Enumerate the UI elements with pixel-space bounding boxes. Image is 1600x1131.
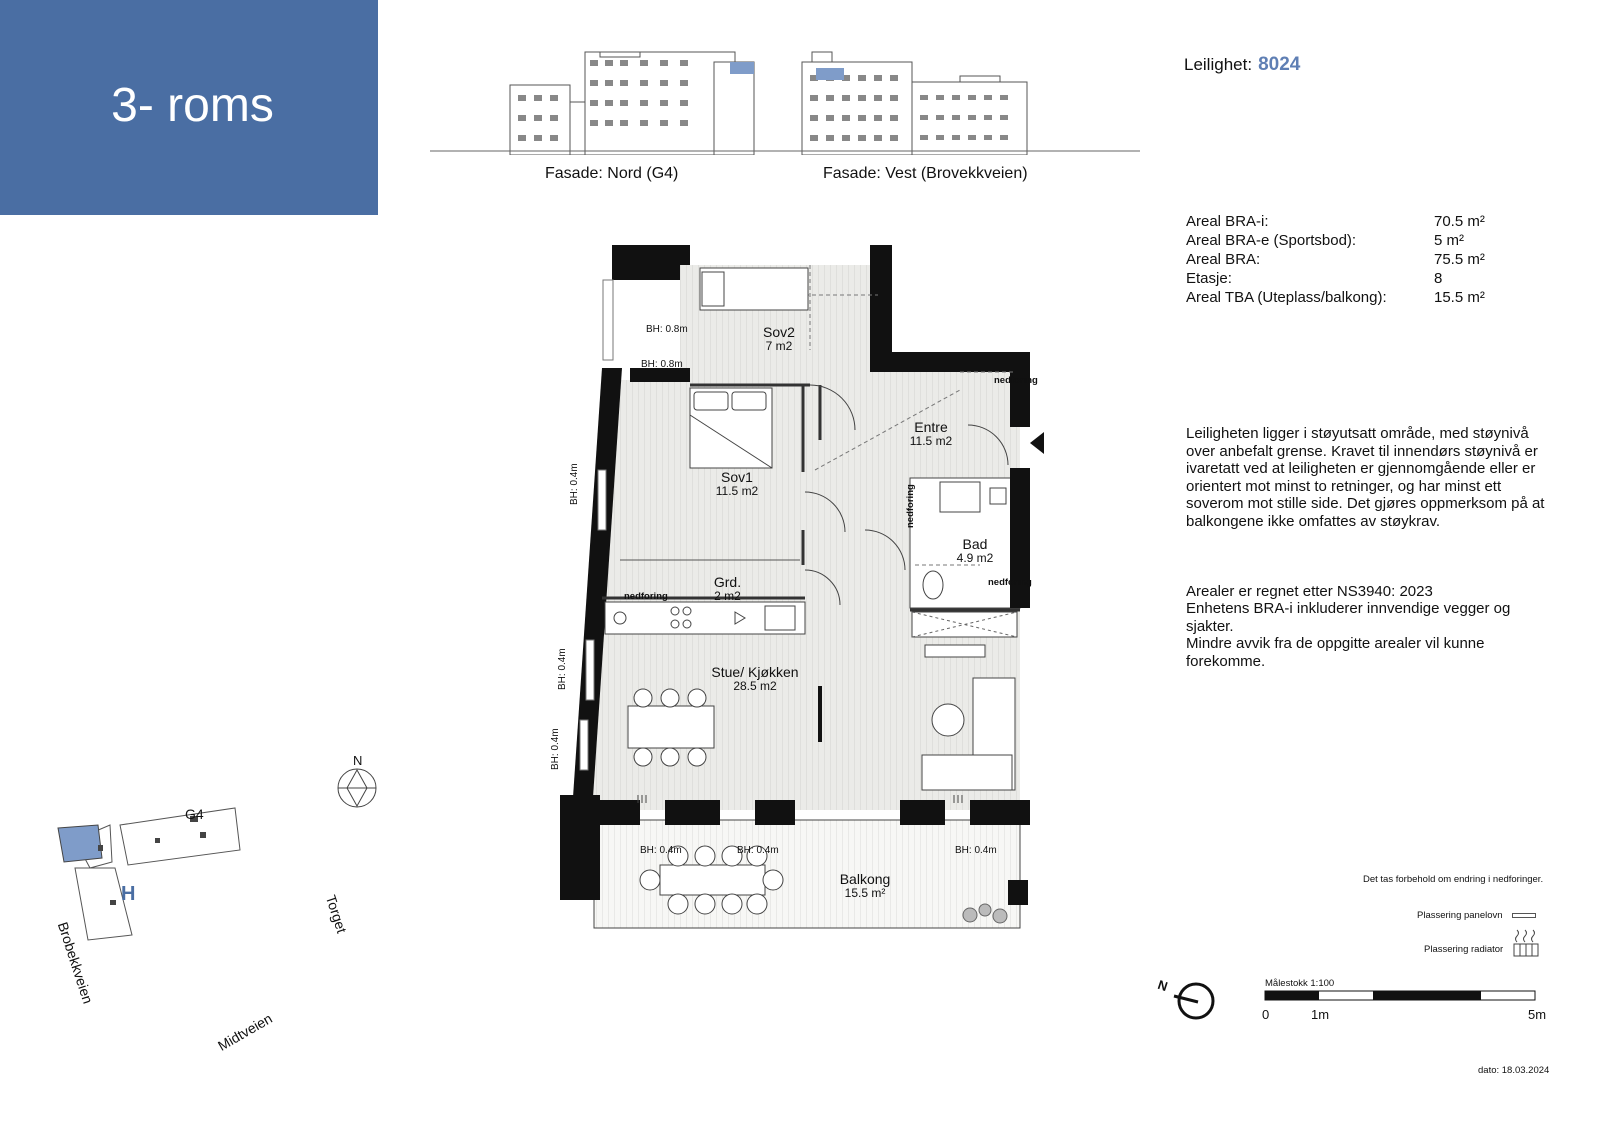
wall xyxy=(755,800,795,825)
pillow xyxy=(694,392,728,410)
nedforing-label: nedforing xyxy=(624,591,668,602)
room-area: 7 m2 xyxy=(765,339,793,353)
dining-table xyxy=(628,706,714,748)
area-note-1: Arealer er regnet etter NS3940: 2023 xyxy=(1186,583,1433,600)
legend-panel-label: Plassering panelovn xyxy=(1417,910,1503,921)
room-area: 11.5 m2 xyxy=(715,484,759,498)
coffee-table xyxy=(932,704,964,736)
date-label: dato: 18.03.2024 xyxy=(1478,1065,1550,1076)
window-height-label: BH: 0.8m xyxy=(646,324,688,335)
room-area: 2 m2 xyxy=(714,589,741,603)
window-height-label: BH: 0.4m xyxy=(550,728,561,770)
fact-row xyxy=(1186,212,1485,231)
apartment-label: Leilighet: xyxy=(1184,55,1253,74)
facade-caption-vest: Fasade: Vest (Brovekkveien) xyxy=(823,165,1028,182)
scale-north-label: N xyxy=(1155,976,1170,995)
wall xyxy=(900,800,945,825)
fact-label: Areal BRA-e (Sportsbod): xyxy=(1186,232,1357,249)
room-area: 11.5 m2 xyxy=(909,434,953,448)
pillow xyxy=(732,392,766,410)
room-bad xyxy=(945,537,1005,565)
wall xyxy=(630,368,690,382)
wall xyxy=(665,800,720,825)
fact-value: 8 xyxy=(1434,270,1443,287)
wall xyxy=(870,352,1030,372)
window-height-label: BH: 0.4m xyxy=(569,463,580,505)
room-name: Sov1 xyxy=(721,469,753,485)
area-note-2: Enhetens BRA-i inkluderer innvendige vegger og sjakter. xyxy=(1186,600,1511,635)
site-highlight xyxy=(58,825,102,862)
unit-type-title: 3- roms xyxy=(111,79,274,132)
apartment-heading xyxy=(1184,54,1300,76)
street-brobekkveien: Brobekkveien xyxy=(54,920,97,1006)
fact-value: 70.5 m² xyxy=(1434,213,1485,230)
fact-label: Areal TBA (Uteplass/balkong): xyxy=(1186,289,1387,306)
nedforing-label: nedforing xyxy=(988,577,1032,588)
scale-tick-5m: 5m xyxy=(1528,1007,1547,1022)
sink xyxy=(940,482,980,512)
room-balkong xyxy=(830,872,900,900)
nedforing-label: nedforing xyxy=(994,375,1038,386)
fact-label: Areal BRA-i: xyxy=(1186,213,1269,230)
north-label: N xyxy=(353,753,363,768)
radiator-icon xyxy=(1512,928,1540,958)
window-height-label: BH: 0.4m xyxy=(955,845,997,856)
block-h-label: H xyxy=(121,883,136,905)
facade-highlight-nord xyxy=(730,62,754,74)
room-name: Stue/ Kjøkken xyxy=(711,664,799,680)
window-height-label: BH: 0.4m xyxy=(640,845,682,856)
fact-row xyxy=(1186,288,1485,307)
room-entre xyxy=(896,420,966,448)
nedforing-disclaimer: Det tas forbehold om endring i nedforinger. xyxy=(1363,874,1544,885)
wall xyxy=(1008,880,1028,905)
scale-north-arrow xyxy=(1172,980,1222,1025)
window-height-label: BH: 0.8m xyxy=(641,359,683,370)
window-height-label: BH: 0.4m xyxy=(737,845,779,856)
noise-note: Leiligheten ligger i støyutsatt område, med støynivå over anbefalt grense. Kravet til innendørs støynivå er ivaretatt ved at leiligheten er gjennomgående eller er orientert mot minst to retninger, og har minst ett soverom mot stille side. Det gjøres oppmerksom på at balkongene ikke omfattes av støykrav. xyxy=(1186,425,1545,530)
panel-heater-icon xyxy=(1512,913,1536,918)
scale-tick-1m: 1m xyxy=(1311,1007,1330,1022)
window-height-label: BH: 0.4m xyxy=(557,648,568,690)
room-sov1 xyxy=(702,470,772,498)
fact-row xyxy=(1186,269,1443,288)
fact-value: 5 m² xyxy=(1434,232,1464,249)
room-area: 28.5 m2 xyxy=(733,679,777,693)
street-midtveien: Midtveien xyxy=(215,1010,275,1054)
room-area: 4.9 m2 xyxy=(956,551,994,565)
wall xyxy=(560,800,640,825)
kitchen-counter xyxy=(605,602,805,634)
balcony-table xyxy=(660,865,765,895)
entry-marker xyxy=(1030,432,1044,454)
fact-row xyxy=(1186,250,1485,269)
scale-bar xyxy=(1264,990,1539,1002)
scale-title: Målestokk 1:100 xyxy=(1265,978,1335,989)
facade-caption-nord: Fasade: Nord (G4) xyxy=(545,165,679,182)
fact-value: 15.5 m² xyxy=(1434,289,1485,306)
area-facts-table xyxy=(1186,212,1485,307)
room-sov2 xyxy=(749,325,809,353)
scale-tick-0: 0 xyxy=(1262,1007,1270,1022)
fact-value: 75.5 m² xyxy=(1434,251,1485,268)
street-torget: Torget xyxy=(322,893,351,935)
nedforing-label: nedforing xyxy=(905,484,916,528)
facade-highlight-vest xyxy=(816,68,844,80)
fact-row xyxy=(1186,231,1464,250)
room-area: 15.5 m² xyxy=(844,886,886,900)
room-name: Bad xyxy=(962,536,988,552)
room-name: Balkong xyxy=(839,871,891,887)
fact-label: Areal BRA: xyxy=(1186,251,1261,268)
legend-radiator-label: Plassering radiator xyxy=(1424,944,1504,955)
apartment-number: 8024 xyxy=(1258,54,1301,75)
wall xyxy=(970,800,1030,825)
block-g4-label: G4 xyxy=(185,806,204,822)
room-name: Sov2 xyxy=(763,324,795,340)
toilet xyxy=(923,571,943,599)
room-name: Grd. xyxy=(713,574,742,590)
tv-bench xyxy=(925,645,985,657)
wall xyxy=(870,245,892,370)
room-stue-kjokken xyxy=(700,665,810,693)
area-note-3: Mindre avvik fra de oppgitte arealer vil kunne forekomme. xyxy=(1186,635,1485,670)
wall xyxy=(1010,352,1030,427)
room-name: Entre xyxy=(914,419,948,435)
wall xyxy=(668,245,690,265)
fact-label: Etasje: xyxy=(1186,270,1232,287)
facade-drawings xyxy=(430,40,1150,155)
room-grd xyxy=(700,575,755,603)
pillow xyxy=(702,272,724,306)
